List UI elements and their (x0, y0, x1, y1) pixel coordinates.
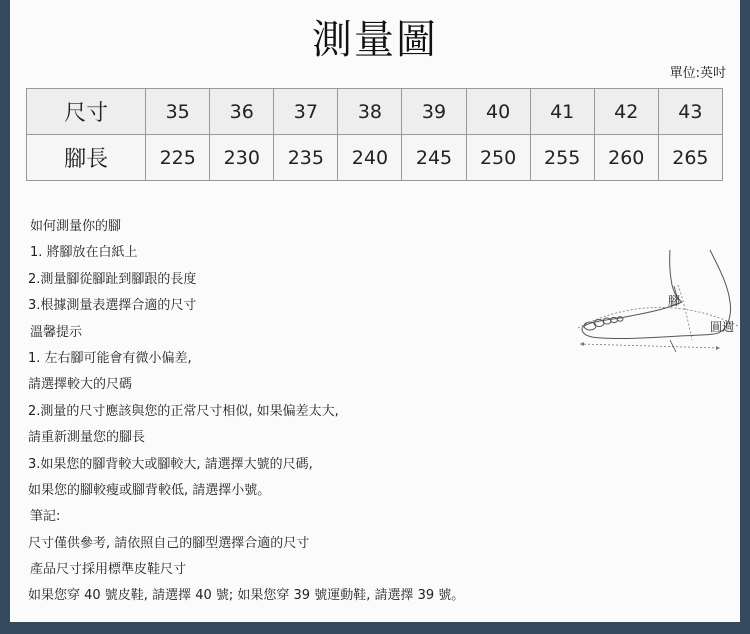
note-line: 如果您的腳較瘦或腳背較低, 請選擇小號。 (28, 482, 271, 498)
length-cell: 230 (210, 135, 274, 181)
length-row (27, 135, 723, 181)
length-cell: 235 (274, 135, 338, 181)
size-cell: 39 (402, 89, 466, 135)
note-line: 請重新測量您的腳長 (28, 430, 146, 446)
note-line: 如果您穿 40 號皮鞋, 請選擇 40 號; 如果您穿 39 號運動鞋, 請選擇 39 號。 (28, 588, 465, 604)
size-cell: 40 (466, 89, 530, 135)
length-cell: 225 (146, 135, 210, 181)
length-cell: 240 (338, 135, 402, 181)
size-cell: 42 (594, 89, 658, 135)
note-line: 1. 將腳放在白紙上 (30, 245, 138, 261)
length-cell: 255 (530, 135, 594, 181)
foot-diagram (570, 240, 742, 360)
note-line: 請選擇較大的尺碼 (28, 377, 133, 393)
size-cell: 37 (274, 89, 338, 135)
note-heading: 溫馨提示 (30, 324, 83, 340)
girth-label: 圓週 (710, 320, 735, 334)
note-line: 2.測量的尺寸應該與您的正常尺寸相似, 如果偏差太大, (28, 403, 339, 419)
measurement-notes (28, 214, 588, 610)
note-line: 3.根據測量表選擇合適的尺寸 (28, 298, 197, 314)
page-title: 測量圖 (312, 17, 438, 63)
size-cell: 36 (210, 89, 274, 135)
size-header: 尺寸 (27, 89, 146, 135)
size-chart-sheet (10, 0, 740, 622)
size-cell: 41 (530, 89, 594, 135)
size-cell: 38 (338, 89, 402, 135)
unit-label: 單位:英吋 (669, 66, 726, 81)
note-line: 2.測量腳從腳趾到腳跟的長度 (28, 271, 197, 287)
note-heading: 如何測量你的腳 (30, 219, 122, 234)
note-line: 產品尺寸採用標準皮鞋尺寸 (30, 562, 187, 578)
length-cell: 260 (594, 135, 658, 181)
size-table (26, 88, 723, 181)
length-cell: 250 (466, 135, 530, 181)
size-cell: 35 (146, 89, 210, 135)
note-heading: 筆記: (30, 509, 61, 525)
instep-label: 腳 (668, 294, 681, 308)
length-header: 腳長 (27, 135, 146, 181)
size-row (27, 89, 723, 135)
note-line: 3.如果您的腳背較大或腳較大, 請選擇大號的尺碼, (28, 456, 313, 472)
size-cell: 43 (658, 89, 722, 135)
length-cell: 245 (402, 135, 466, 181)
length-cell: 265 (658, 135, 722, 181)
note-line: 尺寸僅供參考, 請依照自己的腳型選擇合適的尺寸 (28, 535, 310, 551)
foot-outline-icon (570, 240, 742, 360)
note-line: 1. 左右腳可能會有微小偏差, (28, 350, 192, 366)
